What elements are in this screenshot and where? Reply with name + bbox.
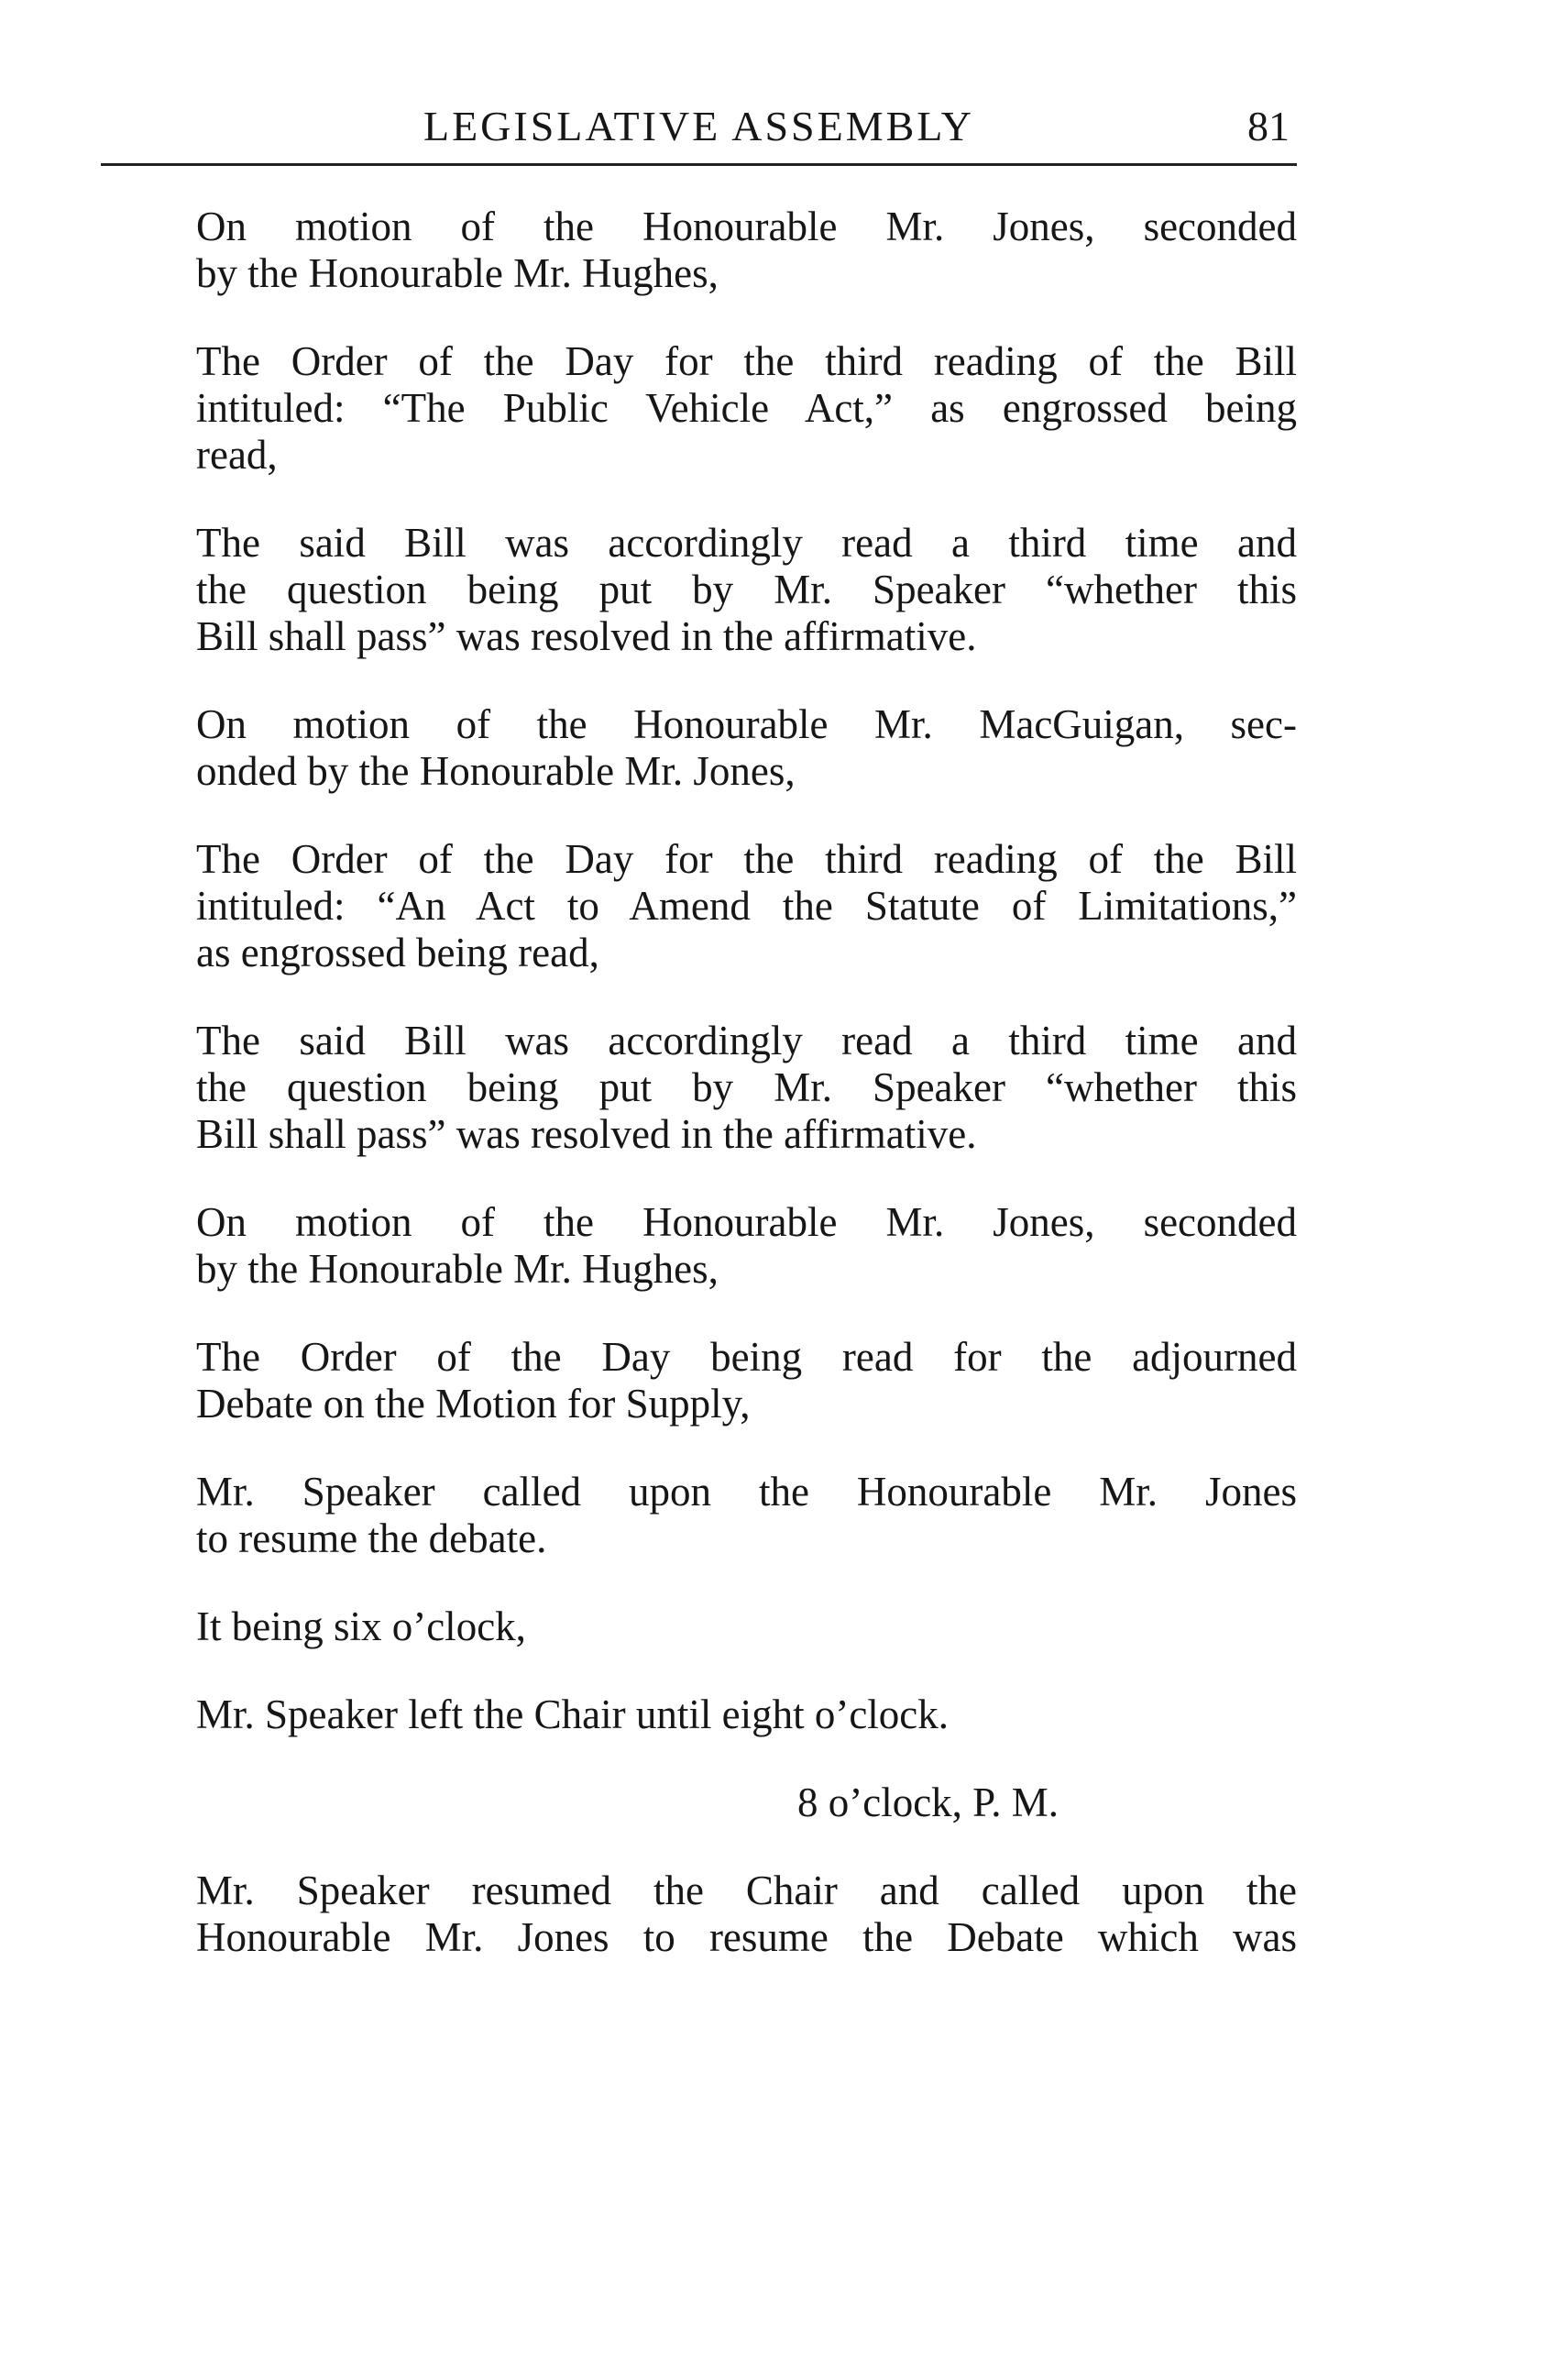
text-line: Mr. Speaker resumed the Chair and called upon the [196, 1868, 1297, 1913]
text-line: Mr. Speaker left the Chair until eight o’clock. [196, 1691, 950, 1737]
text-line: The said Bill was accordingly read a third time and [196, 1018, 1297, 1063]
text-line: to resume the debate. [196, 1515, 547, 1561]
text-line: It being six o’clock, [196, 1603, 526, 1649]
text-line: The Order of the Day being read for the adjourned [196, 1334, 1297, 1380]
text-line: The Order of the Day for the third reading of the Bill [196, 338, 1297, 384]
paragraph-left-chair [101, 1691, 1297, 1738]
text-line: by the Honourable Mr. Hughes, [196, 250, 719, 296]
page-number: 81 [1247, 103, 1290, 149]
text-line: Honourable Mr. Jones to resume the Debate which was [196, 1914, 1297, 1960]
text-line: the question being put by Mr. Speaker “whether this [196, 567, 1297, 612]
text-line: On motion of the Honourable Mr. MacGuigan, sec- [196, 701, 1297, 747]
text-line: onded by the Honourable Mr. Jones, [196, 748, 796, 794]
page-header [101, 99, 1297, 163]
text-line: Mr. Speaker called upon the Honourable Mr. Jones [196, 1469, 1297, 1515]
paragraph-motion-macguigan-jones [101, 701, 1297, 795]
paragraph-bill-passed-2 [101, 1018, 1297, 1158]
paragraph-motion-jones-hughes-2 [101, 1199, 1297, 1293]
header-rule [101, 163, 1297, 166]
text-line: The Order of the Day for the third reading of the Bill [196, 836, 1297, 882]
paragraph-motion-jones-hughes-1 [101, 204, 1297, 297]
paragraph-six-oclock [101, 1603, 1297, 1650]
text-line: Debate on the Motion for Supply, [196, 1381, 751, 1427]
text-line: Bill shall pass” was resolved in the affirmative. [196, 1111, 977, 1157]
text-line: intituled: “An Act to Amend the Statute of Limitations,” [196, 883, 1297, 929]
text-line: as engrossed being read, [196, 930, 599, 975]
text-line: On motion of the Honourable Mr. Jones, seconded [196, 1199, 1297, 1245]
text-line: intituled: “The Public Vehicle Act,” as engrossed being [196, 385, 1297, 431]
paragraph-bill-passed-1 [101, 520, 1297, 660]
journal-text [101, 204, 1297, 2002]
text-line: On motion of the Honourable Mr. Jones, seconded [196, 204, 1297, 249]
paragraph-adjourned-debate-supply [101, 1334, 1297, 1427]
text-line: read, [196, 432, 278, 478]
running-title: LEGISLATIVE ASSEMBLY [423, 103, 975, 149]
paragraph-resume-debate [101, 1469, 1297, 1562]
text-line: the question being put by Mr. Speaker “whether this [196, 1064, 1297, 1110]
text-line: The said Bill was accordingly read a third time and [196, 520, 1297, 566]
time-heading: 8 o’clock, P. M. [797, 1779, 1059, 1825]
text-line: by the Honourable Mr. Hughes, [196, 1246, 719, 1292]
paragraph-order-statute-of-limitations [101, 836, 1297, 976]
paragraph-resumed-chair [101, 1868, 1297, 1961]
text-line: Bill shall pass” was resolved in the affirmative. [196, 613, 977, 659]
paragraph-order-public-vehicle-act [101, 338, 1297, 479]
